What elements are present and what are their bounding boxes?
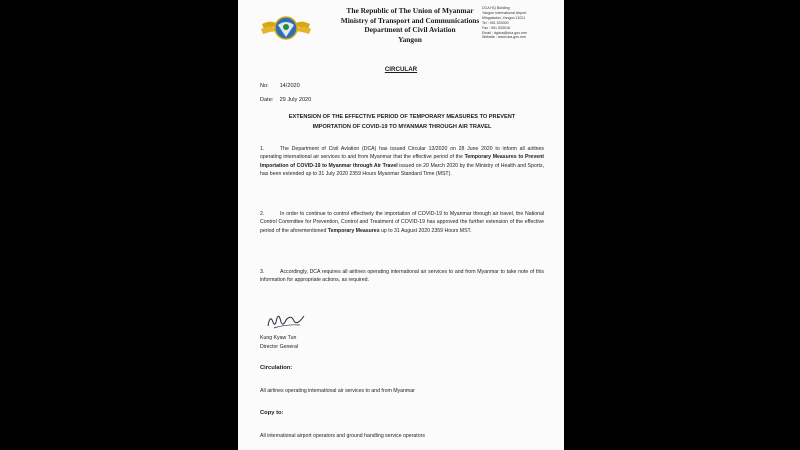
circular-document — [238, 0, 564, 450]
paragraph-3 — [260, 268, 544, 285]
signatory-name: Kung Kyaw Tun — [260, 335, 297, 341]
paragraph-1 — [260, 145, 544, 178]
subject-line-2: IMPORTATION OF COVID-19 TO MYANMAR THROUGH AIR TRAVEL — [312, 124, 492, 130]
paragraph-bold-text: Temporary Measures to Prevent Importation of COVID-19 to Myanmar through Air Travel — [260, 154, 544, 169]
contact-building: DCA HQ Building — [482, 6, 510, 10]
handwritten-signature — [264, 310, 310, 332]
circular-date-label: Date: — [260, 97, 274, 103]
circular-number — [260, 83, 300, 89]
subject-line-1: EXTENSION OF THE EFFECTIVE PERIOD OF TEMPORARY MEASURES TO PREVENT — [288, 114, 516, 120]
subject-heading — [276, 112, 528, 132]
circular-date — [260, 97, 311, 103]
letterhead-country: The Republic of The Union of Myanmar — [346, 6, 474, 15]
circulation-text: All airlines operating international air services to and from Myanmar — [260, 388, 415, 394]
circular-date-value: 29 July 2020 — [279, 97, 312, 103]
contact-address: Mingaladon, Yangon 11021 — [482, 15, 526, 20]
circular-title: CIRCULAR — [384, 66, 418, 73]
circular-number-value: 14/2020 — [279, 83, 300, 89]
copy-to-text: All international airport operators and ground handling service operators — [260, 433, 425, 439]
paragraph-number: 3. — [260, 269, 265, 275]
copy-to-heading: Copy to: — [260, 410, 284, 416]
letterhead-contact — [482, 6, 562, 40]
signatory-block — [260, 334, 298, 351]
paragraph-bold-text: Temporary Measures — [327, 227, 380, 234]
paragraph-text: The Department of Civil Aviation (DCA) has issued Circular 13/2020 on 28 June 2020 to inform all airlines operating international air services to and from Myanmar that the effective period of the — [260, 146, 544, 161]
contact-email: Email : dgdca@dca.gov.mm — [482, 30, 527, 35]
signatory-title: Director General — [260, 343, 299, 350]
paragraph-number: 1. — [260, 146, 265, 152]
circular-number-label: No: — [260, 83, 269, 89]
contact-website: Website : www.dca.gov.mm — [482, 35, 526, 40]
contact-tel: Tel : 951 533000 — [482, 20, 509, 25]
paragraph-text: up to 31 August 2020 2359 Hours MST. — [379, 227, 472, 234]
paragraph-text: In order to continue to control effectively the importation of COVID-19 to Myanmar through air travel, the National Control Committee for Prevention, Control and Treatment of COVID-19 has approved the further extension of the effective period of the aforementioned — [260, 211, 544, 234]
contact-fax: Fax : 951 533016 — [482, 25, 510, 30]
paragraph-text: Accordingly, DCA requires all airlines operating international air services to and from Myanmar to take note of this information for appropriate actions, as required. — [260, 269, 544, 284]
circulation-heading: Circulation: — [260, 365, 293, 371]
paragraph-2 — [260, 210, 544, 235]
letterhead-department: Department of Civil Aviation — [364, 25, 456, 35]
paragraph-text: issued on 20 March 2020 by the Ministry of Health and Sports, has been extended up to 31 July 2020 2359 Hours Myanmar Standard Time (MST). — [260, 162, 544, 177]
letterhead-ministry: Ministry of Transport and Communications — [340, 15, 480, 25]
letterhead-city: Yangon — [398, 34, 422, 44]
contact-airport: Yangon International Airport — [482, 10, 527, 15]
paragraph-number: 2. — [260, 211, 265, 217]
